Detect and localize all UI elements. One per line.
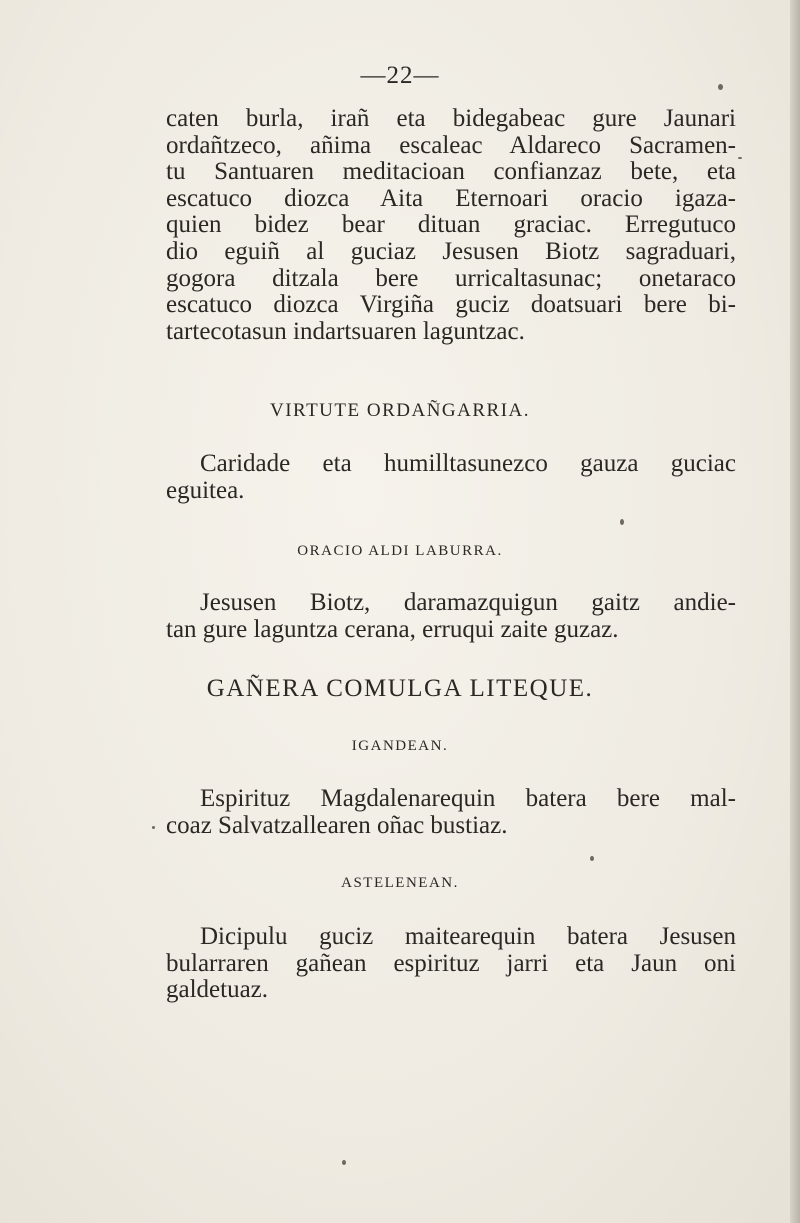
text-line: quien bidez bear dituan graciac. Erregutuco xyxy=(166,211,736,239)
text-line: escatuco diozca Aita Eternoari oracio igaza- xyxy=(166,184,736,212)
paragraph-1 xyxy=(166,106,736,345)
text-line: tu Santuaren meditacioan confianzaz bete, eta xyxy=(166,158,736,186)
section-heading-astelenean: ASTELENEAN. xyxy=(341,875,459,891)
ink-speck xyxy=(718,84,723,90)
page-edge-shadow xyxy=(790,0,800,1223)
text-line: tan gure laguntza cerana, erruqui zaite guzaz. xyxy=(166,615,619,643)
text-line: bularraren gañean espirituz jarri eta Jaun oni xyxy=(166,949,736,977)
text-line: Espirituz Magdalenarequin batera bere mal- xyxy=(200,785,736,812)
text-line: coaz Salvatzallearen oñac bustiaz. xyxy=(166,811,508,839)
text-line: ordañtzeco, añima escaleac Aldareco Sacramen- xyxy=(166,131,736,159)
text-line: escatuco diozca Virgiña guciz doatsuari bere bi- xyxy=(166,291,736,319)
text-line: gogora ditzala bere urricaltasunac; onetaraco xyxy=(166,264,736,292)
paragraph-3 xyxy=(166,590,736,643)
paragraph-4 xyxy=(166,786,736,839)
page-number: —22— xyxy=(360,62,440,89)
ink-speck xyxy=(738,157,742,159)
text-line: tartecotasun indartsuaren laguntzac. xyxy=(166,317,525,345)
section-heading-igandean: IGANDEAN. xyxy=(351,738,449,754)
ink-speck xyxy=(342,1160,346,1165)
text-line: eguitea. xyxy=(166,476,245,504)
section-heading-oracio: ORACIO ALDI LABURRA. xyxy=(297,543,503,559)
text-line: Dicipulu guciz maitearequin batera Jesusen xyxy=(200,923,736,950)
ink-speck xyxy=(620,519,624,525)
ink-speck xyxy=(152,826,155,829)
text-line: dio eguiñ al guciaz Jesusen Biotz sagraduari, xyxy=(166,237,736,265)
paragraph-2 xyxy=(166,451,736,504)
ink-speck xyxy=(590,856,594,861)
text-line: Jesusen Biotz, daramazquigun gaitz andie- xyxy=(200,589,736,616)
paragraph-5 xyxy=(166,924,736,1004)
text-line: Caridade eta humilltasunezco gauza guciac xyxy=(200,450,736,477)
text-line: caten burla, irañ eta bidegabeac gure Jaunari xyxy=(166,105,736,132)
section-heading-virtute: VIRTUTE ORDAÑGARRIA. xyxy=(269,400,530,421)
text-line: galdetuaz. xyxy=(166,976,269,1004)
section-heading-ganera: GAÑERA COMULGA LITEQUE. xyxy=(206,675,594,702)
